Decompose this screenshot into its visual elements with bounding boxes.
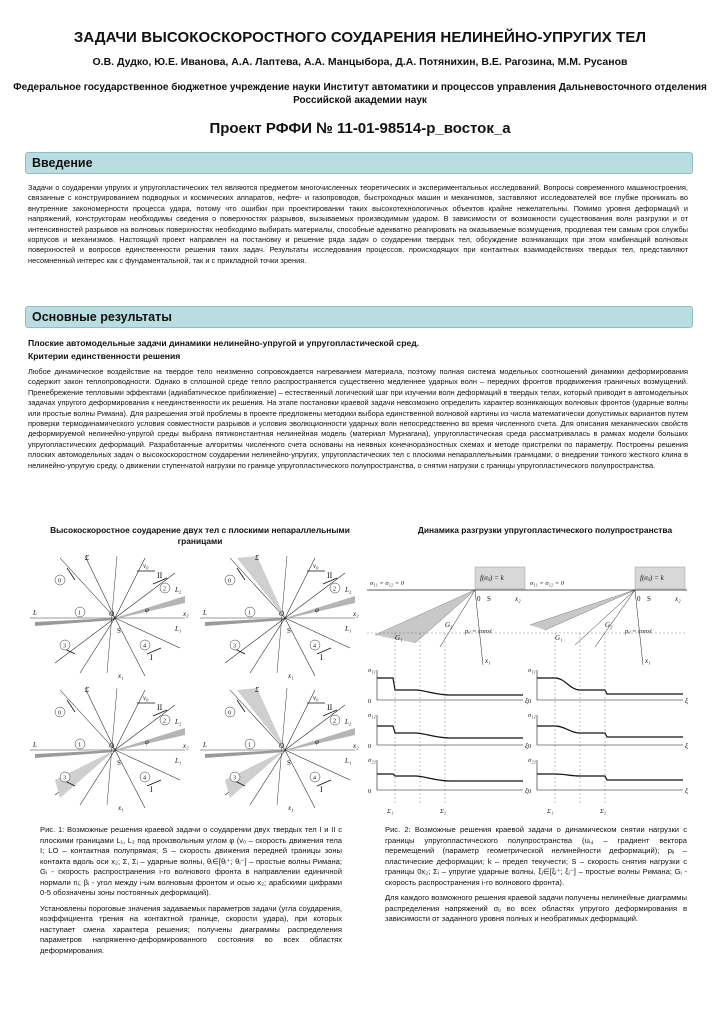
shock-label: Σ <box>85 554 90 562</box>
yield-label: f(σᵢⱼ) = k <box>480 574 504 582</box>
axis-x2-label: x₂ <box>675 595 681 603</box>
shock-label: Σ <box>255 554 260 562</box>
intro-heading: Введение <box>25 152 693 174</box>
zone-number: 4 <box>143 643 146 650</box>
shock-label: Σ <box>85 686 90 694</box>
zone-number: 0 <box>228 578 231 585</box>
figure2-caption-block <box>385 825 687 930</box>
line-L-label: L <box>33 741 37 749</box>
plastic-label: pᵢⱼ = const <box>465 628 492 635</box>
zone-number: 2 <box>163 586 166 593</box>
wave-front <box>60 690 115 750</box>
graph-zero: 0 <box>528 788 532 795</box>
zone-number: 2 <box>333 586 336 593</box>
velocity-label: v₀ <box>143 562 149 570</box>
body-two-label: II <box>157 571 163 580</box>
axis-x2-label: x₂ <box>353 742 359 750</box>
zone-number: 2 <box>333 718 336 725</box>
wave-front <box>250 750 285 805</box>
speed-label: S <box>647 595 651 603</box>
axis-x1-label: x₁ <box>288 804 294 812</box>
zone-number: 1 <box>78 742 81 749</box>
figure2-title: Динамика разгрузки упругопластического полупространства <box>417 525 673 535</box>
graph-zero: 0 <box>368 743 372 750</box>
front-sigma2-label: Σ₂ <box>600 808 607 815</box>
zone-number: 0 <box>58 578 61 585</box>
body-one-label: I <box>150 653 153 662</box>
plastic-label: pᵢⱼ = const <box>625 628 652 635</box>
axis-x2-label: x₂ <box>515 595 521 603</box>
body2-boundary <box>115 728 185 751</box>
results-subtitle-2: Критерии единственности решения <box>28 351 181 361</box>
results-text: Любое динамическое воздействие на твердое тело неизменно сопровождается нагреванием материала, поэтому полная система модельных соотношений динамики деформирования содержит закон теплопроводности. Однако в сплошной среде тепло распространяется существенно медленнее ударных волн – передних фронтов продвижения граничных возмущений. Пренебрежение тепловыми эффектами (адиабатическое приближение) – естественный логический шаг при изучении волн деформаций в твердых телах, который приводит в автомодельных задачах упругого деформирования к неединственности их решения. На этапе постановки краевой задачи невозможно определить характер возникающих волновых фронтов (ударные волны или простые волны Римана). Для разрешения этой проблемы в проекте предложены методики выбора единственной волновой картины из числа математически допустимых вариантов путем проверки термодинамического условия совместности разрывов и условия эволюционности ударных волн непосредственно во время численного счета. Для описания механических свойств деформируемой нелинейно-упругой среды выбрана пятиконстантная нелинейная модель (материал Мурнагана), упругопластическая среда рассматривалась в рамках модели больших упругопластических деформаций. Разработанные алгоритмы численного счета основаны на неявных конечноразностных схемах и методе пристрелки по параметру. Построены решения плоских автомодельных задач о высокоскоростном соударении нелинейно-упругих, упругопластических тел с плоскими непараллельными границами, о внедрении тонкого жесткого клина в нелинейно-упругую среду, о движении ступенчатой нагрузки по границе упругопластического полупространства, о снятии нагрузки с границы упругопластического полупространства. <box>28 367 688 470</box>
front-sigma1-label: Σ₁ <box>547 808 554 815</box>
unloading-panel <box>527 567 688 815</box>
line-L1-label: L₁ <box>175 757 182 765</box>
axis-x1-label: x₁ <box>485 657 491 665</box>
body-two-label: II <box>327 703 333 712</box>
graph-xi-label: ξ <box>525 697 528 705</box>
graph-xi-label: ξ <box>525 742 528 750</box>
wave-front <box>285 690 315 750</box>
organization: Федеральное государственное бюджетное учреждение науки Институт автоматики и процессов управления Дальневосточного отделения Российской академии наук <box>13 82 707 106</box>
figure1-title: Высокоскоростное соударение двух тел с плоскими непараллельными границами <box>50 525 350 546</box>
wave-front <box>85 688 115 750</box>
zone-number: 2 <box>163 718 166 725</box>
boundary-label: σ₁₁ = σ₁₂ = 0 <box>530 580 564 587</box>
axis-x1-label: x₁ <box>645 657 651 665</box>
angle-label: φ <box>315 606 319 614</box>
figure2-caption: Рис. 2: Возможные решения краевой задачи о динамическом снятии нагрузки с границы упругопластического полупространства (uᵢ,ⱼ – градиент вектора перемещений (параметр геометрической нелинейности деформаций); pᵢⱼ – пластические деформации; k – предел текучести; S – скорость снятия нагрузки с границы 0x₂; Σᵢ – упругие ударные волны, ξᵢ∈[ξᵢ⁺; ξᵢ⁻] – простые волны Римана; Gᵢ - скорость распространения i-го волнового фронта). <box>385 825 687 887</box>
wave-front <box>115 690 145 750</box>
results-subtitle: Плоские автомодельные задачи динамики нелинейно-упругой и упругопластической сред. <box>28 338 420 348</box>
contact-speed-label: S <box>117 627 121 635</box>
zone-number: 1 <box>248 742 251 749</box>
front-G2-label: G₂ <box>445 621 453 629</box>
front-G1-label: G₁ <box>555 634 563 642</box>
front-sigma1-label: Σ₁ <box>387 808 394 815</box>
project-id: Проект РФФИ № 11-01-98514-р_восток_а <box>209 120 511 137</box>
collision-panel <box>200 686 359 812</box>
stress-label: σ₂₂ <box>528 757 536 764</box>
wave-front <box>115 558 145 618</box>
body-one-label: I <box>150 785 153 794</box>
body-two-label: II <box>327 571 333 580</box>
figure2-diagrams <box>365 565 695 820</box>
body2-boundary <box>285 728 355 751</box>
line-L1-label: L₁ <box>345 757 352 765</box>
zone-number: 0 <box>228 710 231 717</box>
line-L2-label: L₂ <box>345 586 352 594</box>
body-one-label: I <box>320 653 323 662</box>
front-G1-label: G₁ <box>395 634 403 642</box>
line-L2-label: L₂ <box>345 718 352 726</box>
shock-label: Σ <box>255 686 260 694</box>
figure2-svg <box>365 565 695 815</box>
stress-label: σ₁₂ <box>528 712 536 719</box>
angle-label: φ <box>315 738 319 746</box>
axis-x1-label: x₁ <box>118 804 124 812</box>
poster-title: ЗАДАЧИ ВЫСОКОСКОРОСТНОГО СОУДАРЕНИЯ НЕЛИНЕЙНО-УПРУГИХ ТЕЛ <box>73 29 647 46</box>
line-L-label: L <box>203 609 207 617</box>
body2-boundary <box>285 596 355 619</box>
velocity-label: v₀ <box>313 694 319 702</box>
stress-curve <box>377 774 523 781</box>
collision-panel <box>30 686 189 812</box>
zone-number: 4 <box>313 643 316 650</box>
origin-label: O <box>109 610 115 618</box>
results-heading: Основные результаты <box>25 306 693 328</box>
graph-xi-label: ξ <box>685 697 688 705</box>
figure1-note: Установлены пороговые значения задаваемых параметров задачи (угла соударения, коэффициента трения на контактной границе, скорости удара), при которых наступает смена характера решения; получены диаграммы распределения параметров напряженно-деформированного состояния во всех областях деформирования. <box>40 903 342 955</box>
zone-number: 0 <box>58 710 61 717</box>
wave-front <box>80 750 115 805</box>
zone-number: 4 <box>313 775 316 782</box>
stress-label: σ₁₁ <box>368 667 376 674</box>
stress-curve <box>537 774 683 780</box>
graph-zero: 0 <box>368 788 372 795</box>
axis-x1-label: x₁ <box>288 672 294 680</box>
origin-label: O <box>109 742 115 750</box>
boundary-label: σ₁₁ = σ₁₂ = 0 <box>370 580 404 587</box>
line-L1-label: L₁ <box>175 625 182 633</box>
line-L2-label: L₂ <box>175 718 182 726</box>
wave-front <box>250 618 285 673</box>
collision-panel <box>30 554 189 680</box>
zone-number: 3 <box>233 643 236 650</box>
stress-curve <box>377 678 523 695</box>
axis-x2-label: x₂ <box>183 610 189 618</box>
body2-boundary <box>115 596 185 619</box>
graph-xi-label: ξ <box>685 742 688 750</box>
wave-front <box>285 558 315 618</box>
line-L-label: L <box>203 741 207 749</box>
front-G2-label: G₂ <box>605 621 613 629</box>
zone-number: 3 <box>63 643 66 650</box>
stress-curve <box>537 726 683 737</box>
graph-zero: 0 <box>528 698 532 705</box>
wave-front <box>80 618 115 673</box>
wave-front <box>85 556 115 618</box>
graph-xi-label: ξ <box>525 787 528 795</box>
collision-panel <box>200 554 359 680</box>
contact-speed-label: S <box>117 759 121 767</box>
stress-curve <box>537 678 683 694</box>
origin-label: 0 <box>637 595 641 603</box>
graph-xi-label: ξ <box>685 787 688 795</box>
zone-number: 3 <box>233 775 236 782</box>
stress-label: σ₂₂ <box>368 757 376 764</box>
riemann-fan <box>375 590 475 643</box>
line-L-label: L <box>33 609 37 617</box>
angle-label: φ <box>145 606 149 614</box>
body-boundary <box>205 618 285 626</box>
zone-number: 3 <box>63 775 66 782</box>
origin-label: O <box>279 610 285 618</box>
figure1-diagrams <box>25 550 365 817</box>
figure1-caption-block <box>40 825 342 961</box>
riemann-fan <box>237 556 285 618</box>
body-two-label: II <box>157 703 163 712</box>
body-one-label: I <box>320 785 323 794</box>
zone-number: 1 <box>78 610 81 617</box>
origin-label: 0 <box>477 595 481 603</box>
riemann-fan <box>530 590 635 630</box>
axis-x2-label: x₂ <box>183 742 189 750</box>
wave-front <box>60 558 115 618</box>
body-boundary <box>35 618 115 626</box>
angle-label: φ <box>145 738 149 746</box>
front-sigma2-label: Σ₂ <box>440 808 447 815</box>
stress-curve <box>377 726 523 738</box>
axis-x2-label: x₂ <box>353 610 359 618</box>
velocity-label: v₀ <box>313 562 319 570</box>
speed-label: S <box>487 595 491 603</box>
line-L2-label: L₂ <box>175 586 182 594</box>
yield-label: f(σᵢⱼ) = k <box>640 574 664 582</box>
contact-speed-label: S <box>287 759 291 767</box>
unloading-panel <box>367 567 528 815</box>
zone-number: 1 <box>248 610 251 617</box>
zone-number: 4 <box>143 775 146 782</box>
contact-speed-label: S <box>287 627 291 635</box>
figure1-caption: Рис. 1: Возможные решения краевой задачи о соударении двух твердых тел I и II с плоскими границами L₁, L₂ под произвольным углом φ (v₀ – скорость движения тела I; LO – контактная полупрямая; S – скорость движения передней границы зоны контакта вдоль оси x₂; Σ, Σᵢ – ударные волны, θᵢ∈[θᵢ⁺; θᵢ⁻] – простые волны Римана; Gᵢ - скорость распространения i-го волнового фронта в направлении единичной нормали nᵢ; βᵢ - угол между i-ым волновым фронтом и осью x₂; арабскими цифрами 0-5 обозначены зоны постоянных деформаций). <box>40 825 342 897</box>
stress-label: σ₁₂ <box>368 712 376 719</box>
axis-x1-label: x₁ <box>118 672 124 680</box>
authors: О.В. Дудко, Ю.Е. Иванова, А.А. Лаптева, А.А. Манцыбора, Д.А. Потянихин, В.Е. Рагозина, М.М. Русанов <box>92 56 628 68</box>
graph-zero: 0 <box>528 743 532 750</box>
riemann-fan <box>237 688 285 750</box>
intro-text: Задачи о соударении упругих и упругопластических тел являются предметом многочисленных теоретических и экспериментальных исследований. Вопросы современного машиностроения, связанные с конструированием подводных и космических аппаратов, нефте- и газопроводов, быстроходных машин и механизмов, заставляют исследователей все глубже проникать во внутренние закономерности процесса удара, потому что ошибки при проектировании таких высокотехнологичных объектов крайне нежелательны. Помимо уровня деформаций и напряжений, конструкторам необходимы сведения о поверхностях разрывов, вызываемых производимым ударом. В зависимости от возможности существования волн разгрузки и от интенсивностей разрывов на волновых поверхностях необходимо выбирать материалы, способные адекватно реагировать на оказываемые возмущения, продлевая тем самым срок службы корпусов и механизмов. Настоящий проект направлен на постановку и решение ряда задач о соударении твердых тел, обсуждение возникающих при этом комбинаций волновых поверхностей и вопросов единственности решения таких задач. Результаты исследования процессов, происходящих при контактных взаимодействиях твердых тел, представляют несомненный интерес как с фундаментальной, так и с прикладной точки зрения. <box>28 183 688 265</box>
velocity-label: v₀ <box>143 694 149 702</box>
figure1-svg <box>25 550 365 812</box>
shock-front <box>575 590 635 645</box>
graph-zero: 0 <box>368 698 372 705</box>
stress-label: σ₁₁ <box>528 667 536 674</box>
figure2-note: Для каждого возможного решения краевой задачи получены нелинейные диаграммы распределения напряжений σᵢⱼ во всех областях упругого деформирования в зависимости от заданного уровня полных и необратимых деформаций. <box>385 893 687 923</box>
origin-label: O <box>279 742 285 750</box>
line-L1-label: L₁ <box>345 625 352 633</box>
